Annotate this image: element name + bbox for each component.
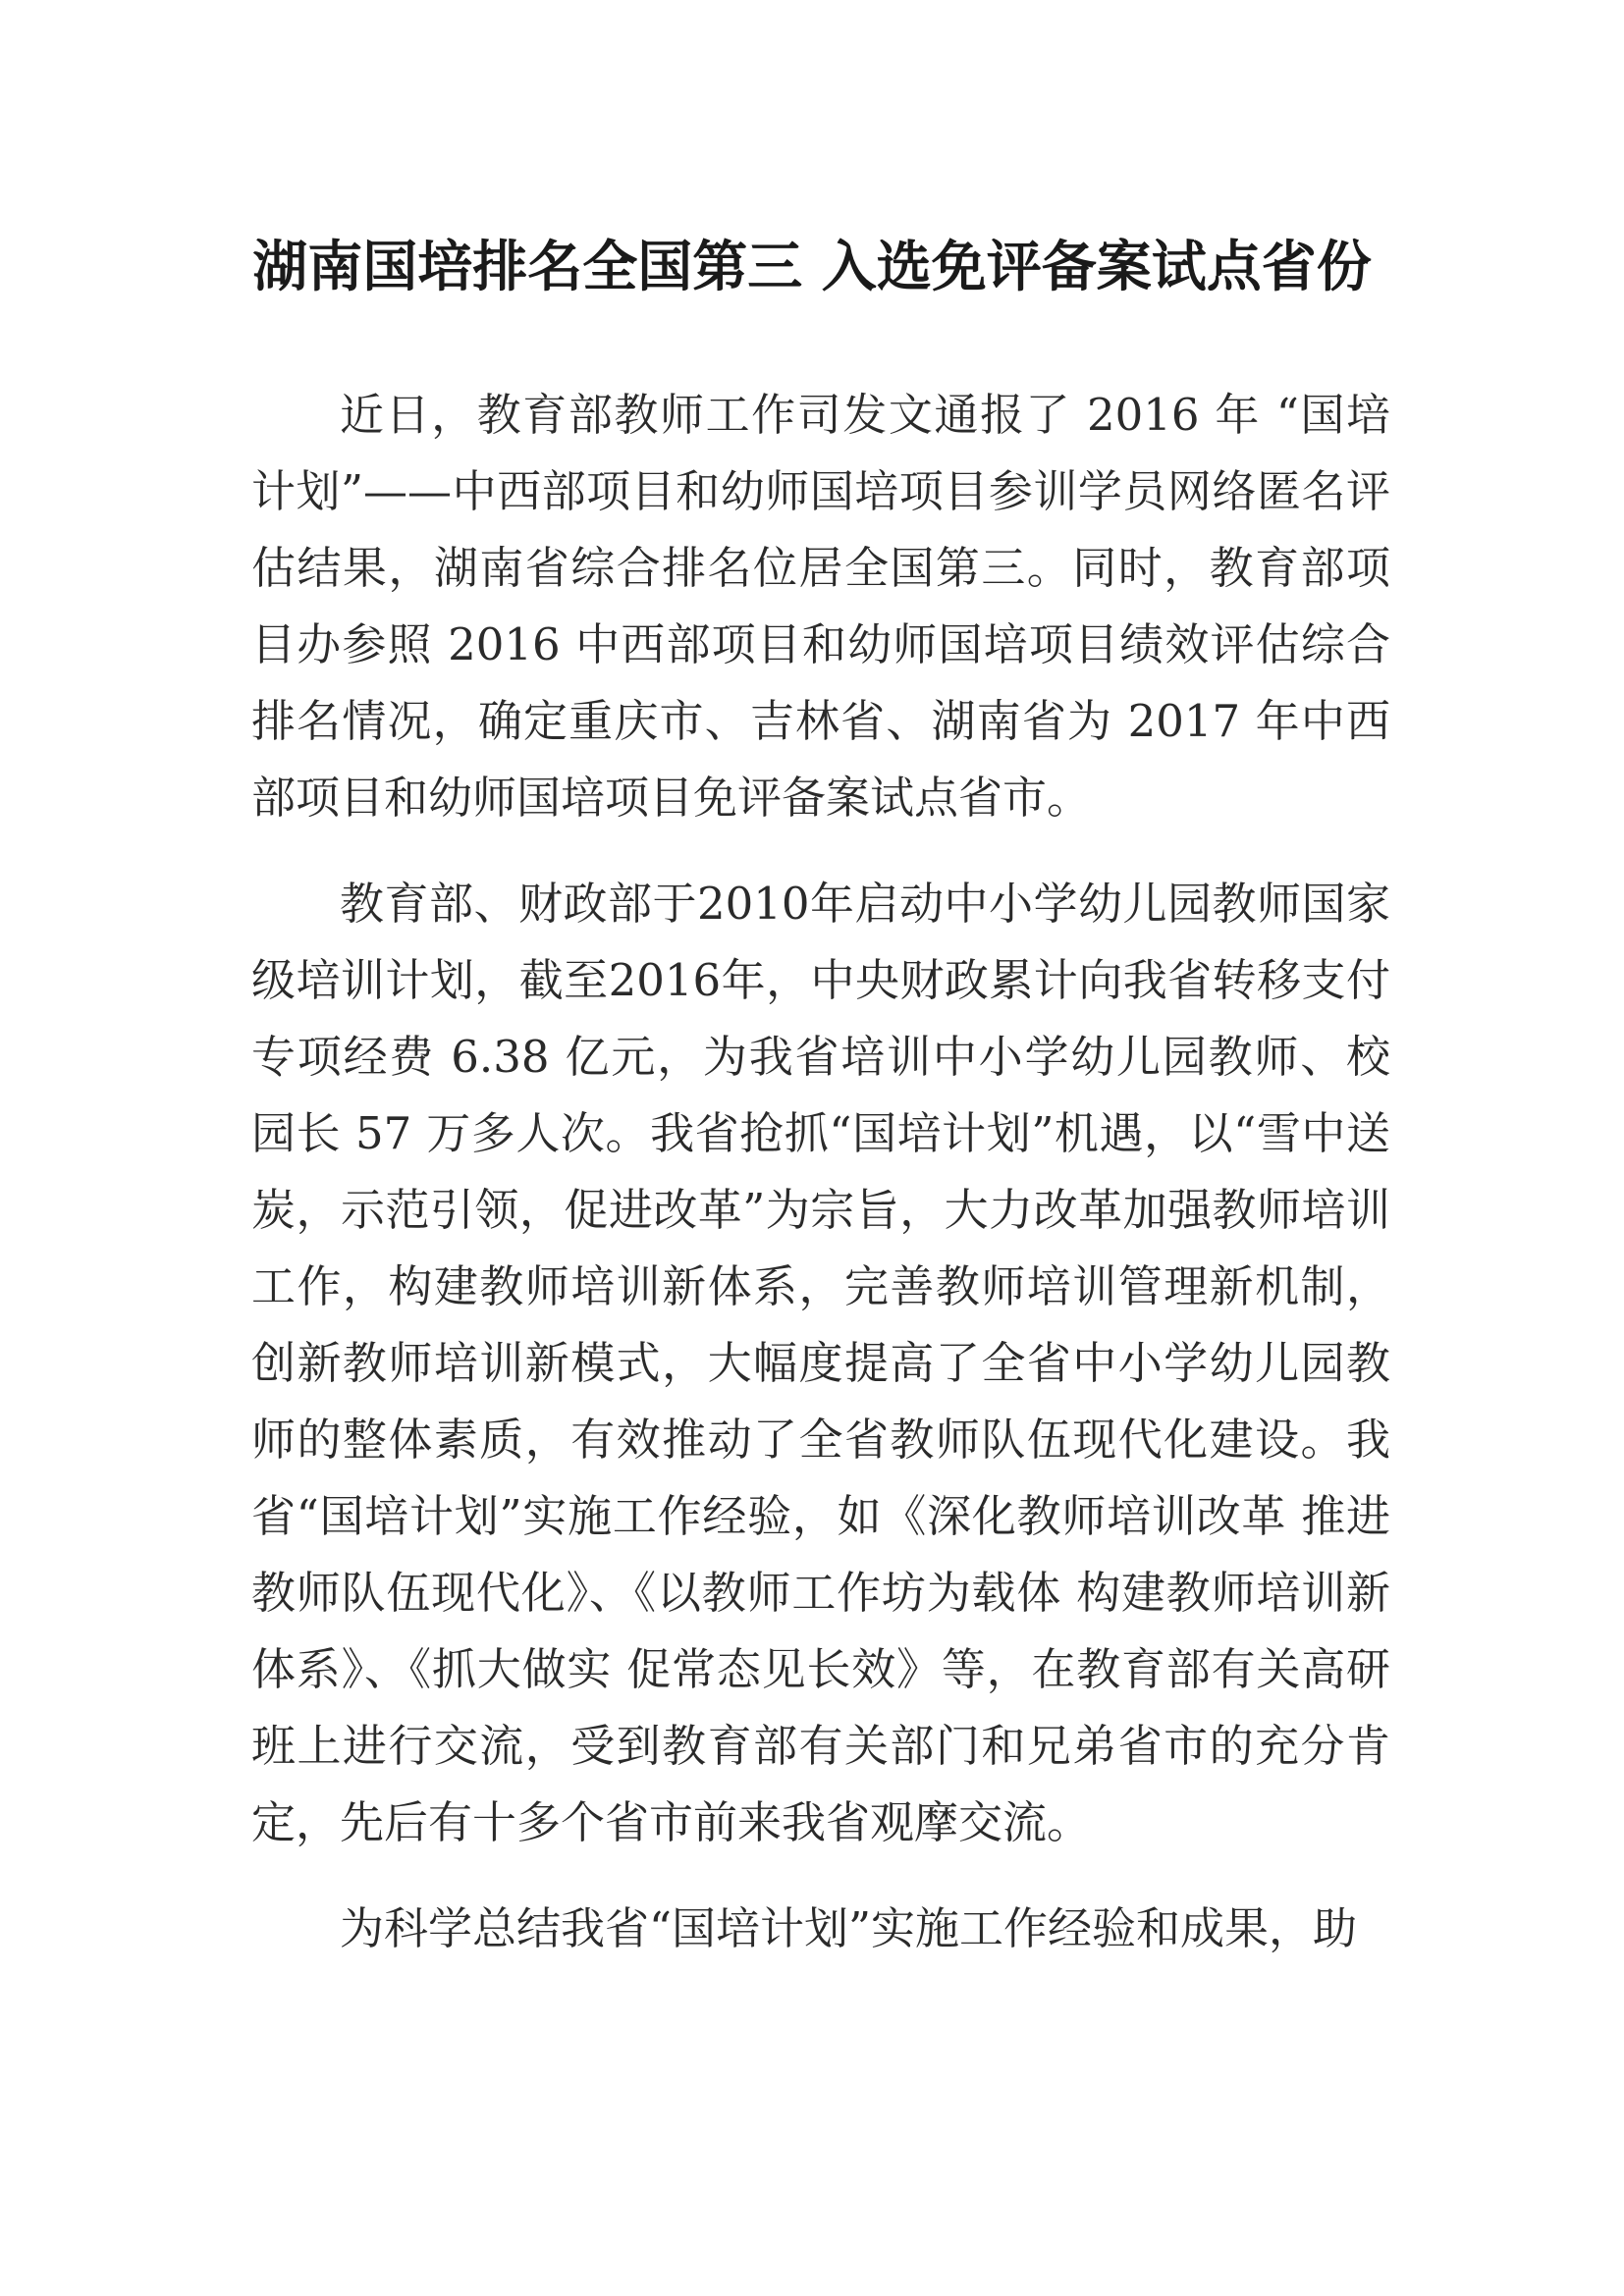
document-body bbox=[251, 377, 1390, 1997]
paragraph-1: 近日，教育部教师工作司发文通报了 2016 年 “国培计划”——中西部项目和幼师国培项目参训学员网络匿名评估结果，湖南省综合排名位居全国第三。同时，教育部项目办参照 2016 中西部项目和幼师国培项目绩效评估综合排名情况，确定重庆市、吉林省、湖南省为 2017 年中西部项目和幼师国培项目免评备案试点省市。 bbox=[251, 389, 1390, 824]
paragraph-3: 为科学总结我省“国培计划”实施工作经验和成果，助 bbox=[340, 1902, 1358, 1954]
document-title: 湖南国培排名全国第三 入选免评备案试点省份 bbox=[252, 235, 1372, 299]
paragraph-2: 教育部、财政部于2010年启动中小学幼儿园教师国家级培训计划，截至2016年，中央财政累计向我省转移支付专项经费 6.38 亿元，为我省培训中小学幼儿园教师、校园长 57 万多人次。我省抢抓“国培计划”机遇，以“雪中送炭，示范引领，促进改革”为宗旨，大力改革加强教师培训工作，构建教师培训新体系，完善教师培训管理新机制，创新教师培训新模式，大幅度提高了全省中小学幼儿园教师的整体素质，有效推动了全省教师队伍现代化建设。我省“国培计划”实施工作经验，如《深化教师培训改革 推进教师队伍现代化》、《以教师工作坊为载体 构建教师培训新体系》、《抓大做实 促常态见长效》等，在教育部有关高研班上进行交流，受到教育部有关部门和兄弟省市的充分肯定，先后有十多个省市前来我省观摩交流。 bbox=[251, 878, 1390, 1848]
